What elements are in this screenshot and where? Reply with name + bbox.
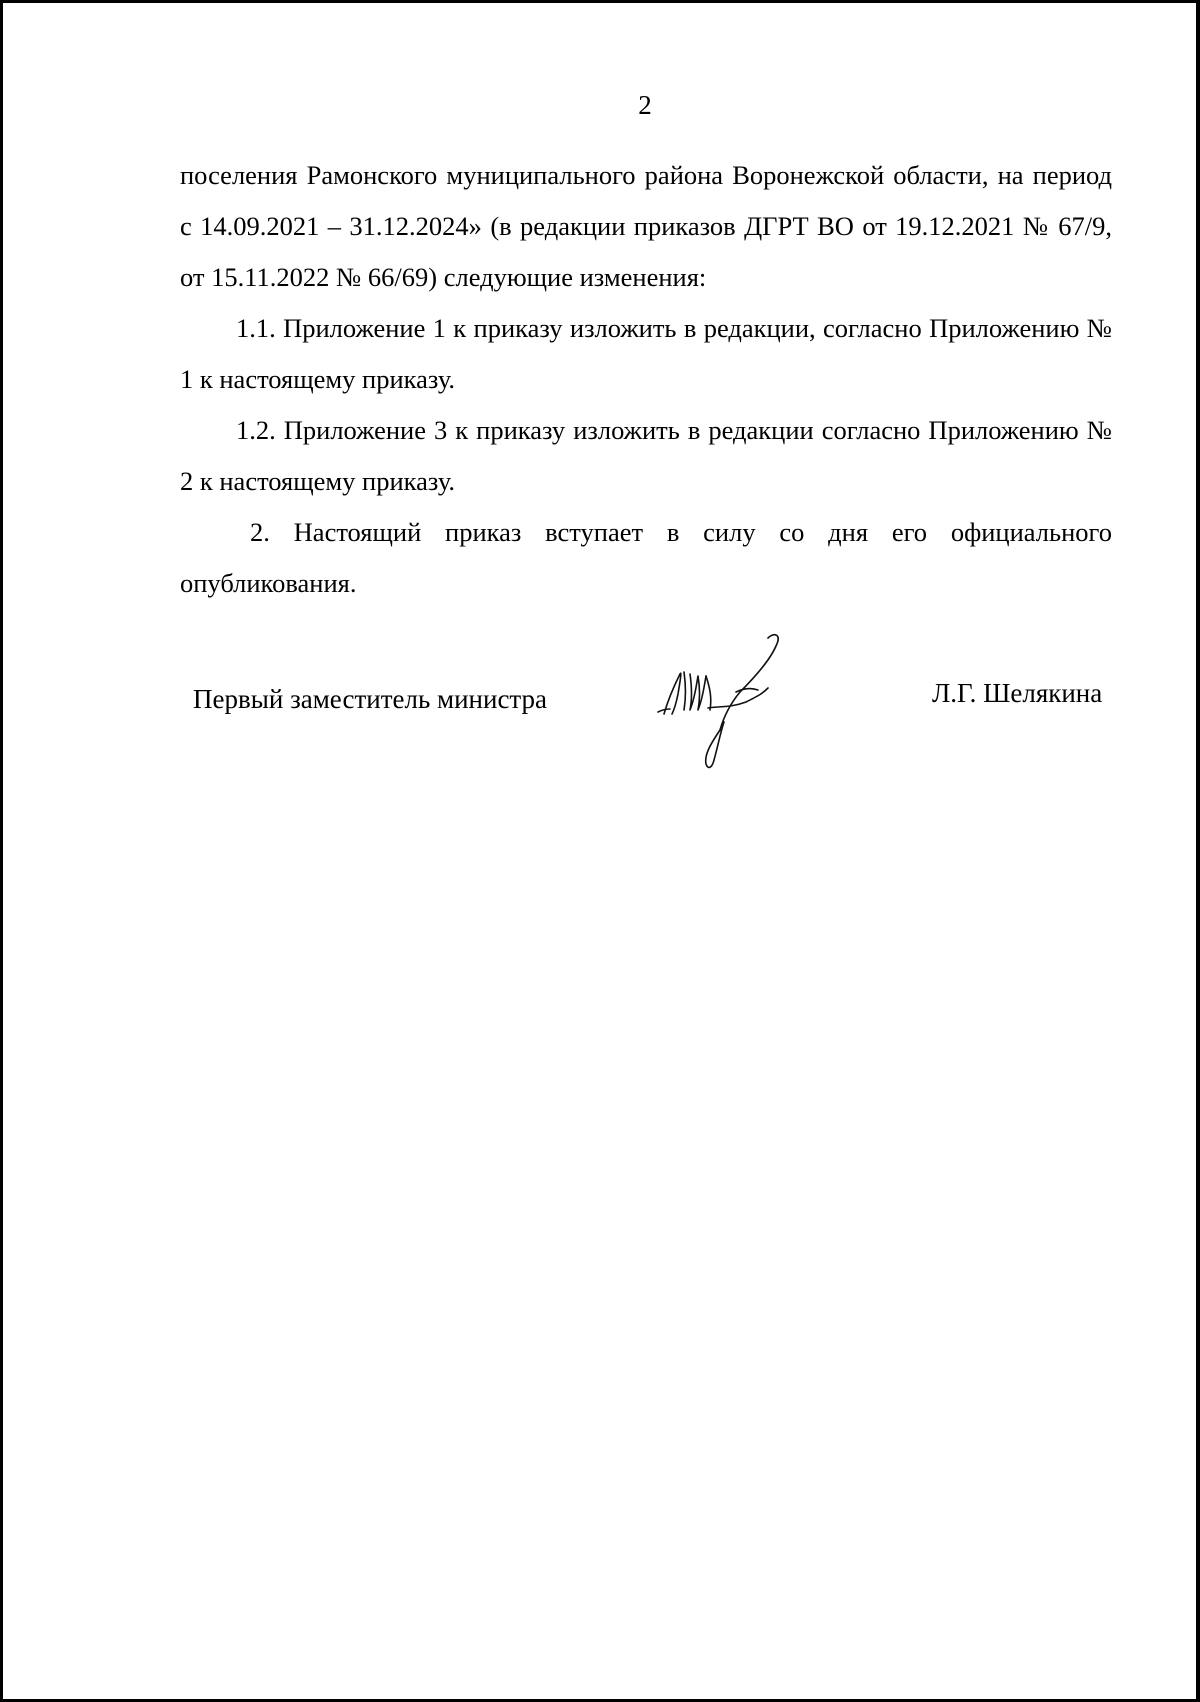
paragraph-item-1-2: 1.2. Приложение 3 к приказу изложить в редакции согласно Приложению № 2 к настоящему приказу. (180, 415, 1112, 496)
signatory-name: Л.Г. Шелякина (932, 678, 1103, 708)
page-number: 2 (638, 90, 652, 120)
signature-block (0, 680, 1200, 800)
paragraph-item-1-1: 1.1. Приложение 1 к приказу изложить в редакции, согласно Приложению № 1 к настоящему приказу. (180, 313, 1112, 394)
paragraph-continuation: поселения Рамонского муниципального района Воронежской области, на период с 14.09.2021 – 31.12.2024» (в редакции приказов ДГРТ ВО от 19.12.2021 № 67/9, от 15.11.2022 № 66/69) следующие изменения: (180, 160, 1112, 292)
paragraph-item-2: 2. Настоящий приказ вступает в силу со дня его официального опубликования. (180, 517, 1112, 598)
handwritten-signature (650, 630, 800, 775)
signatory-position: Первый заместитель министра (193, 684, 548, 714)
document-body (180, 150, 1112, 609)
